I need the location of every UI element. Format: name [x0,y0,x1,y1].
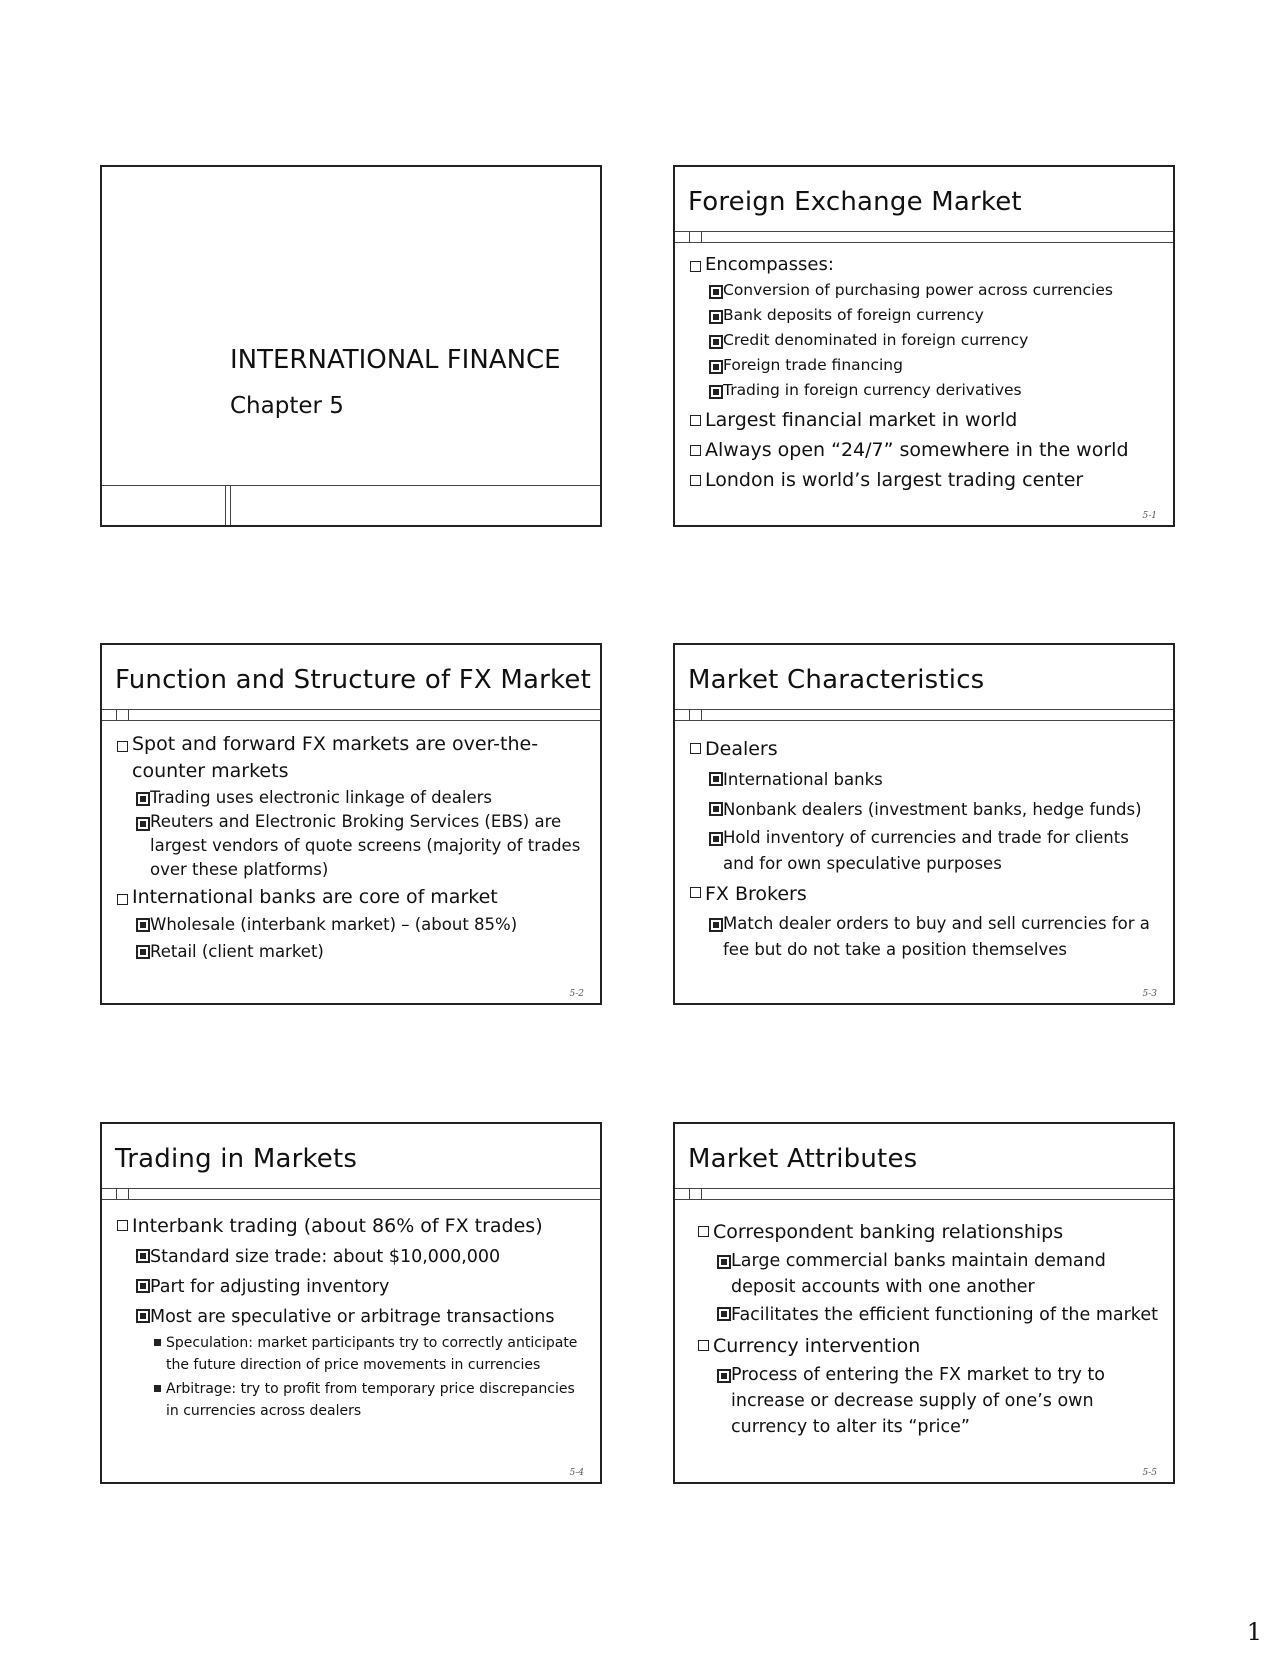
slide-foreign-exchange-market [673,165,1175,527]
slide-title: Function and Structure of FX Market [115,665,591,695]
slide-market-attributes [673,1122,1175,1484]
slide-body [689,251,1159,495]
slide-market-characteristics [673,643,1175,1005]
sub-bullet: Conversion of purchasing power across currencies [689,278,1159,303]
sub-bullet: Nonbank dealers (investment banks, hedge funds) [689,795,1159,825]
title-divider [675,231,1173,243]
slide-trading-in-markets [100,1122,602,1484]
bullet: London is world’s largest trading center [689,465,1159,495]
page-number: 1 [1246,1618,1262,1646]
cover-footer-strip [102,485,600,525]
sub-bullet: Trading uses electronic linkage of dealers [116,785,586,810]
sub-bullet: Foreign trade financing [689,353,1159,378]
bullet: Always open “24/7” somewhere in the world [689,435,1159,465]
sub-bullet: Bank deposits of foreign currency [689,303,1159,328]
bullet: Interbank trading (about 86% of FX trades) [116,1210,586,1242]
title-divider [102,709,600,721]
cover-title: INTERNATIONAL FINANCE [230,345,561,375]
sub-sub-bullet: Speculation: market participants try to correctly anticipate the future direction of price movements in currencies [116,1332,586,1376]
slide-body [116,731,586,965]
slide-number: 5-2 [569,989,584,999]
sub-bullet: Hold inventory of currencies and trade for clients and for own speculative purposes [689,825,1159,877]
title-divider [675,709,1173,721]
sub-bullet: Standard size trade: about $10,000,000 [116,1242,586,1272]
sub-bullet: International banks [689,765,1159,795]
bullet: FX Brokers [689,877,1159,911]
slide-function-structure [100,643,602,1005]
slide-number: 5-1 [1142,511,1157,521]
bullet: Spot and forward FX markets are over-the-counter markets [116,731,586,785]
slide-body [116,1210,586,1422]
slide-title: Market Attributes [688,1144,918,1174]
cover-footer-cell-right [230,486,600,525]
slide-title: Market Characteristics [688,665,985,695]
bullet: Correspondent banking relationships [697,1216,1159,1248]
bullet: Largest financial market in world [689,405,1159,435]
sub-sub-bullet: Arbitrage: try to profit from temporary price discrepancies in currencies across dealers [116,1378,586,1422]
slide-body [689,733,1159,963]
bullet: Dealers [689,733,1159,765]
slide-number: 5-4 [569,1468,584,1478]
sub-bullet: Wholesale (interbank market) – (about 85%) [116,911,586,938]
slide-number: 5-5 [1142,1468,1157,1478]
sub-bullet: Most are speculative or arbitrage transactions [116,1302,586,1332]
sub-bullet: Reuters and Electronic Broking Services (EBS) are largest vendors of quote screens (majority of trades over these platforms) [116,810,586,882]
sub-bullet: Large commercial banks maintain demand deposit accounts with one another [697,1248,1159,1300]
sub-bullet: Part for adjusting inventory [116,1272,586,1302]
sub-bullet: Retail (client market) [116,938,586,965]
bullet: Encompasses: [689,251,1159,278]
sub-bullet: Facilitates the efficient functioning of the market [697,1300,1159,1330]
sub-bullet: Trading in foreign currency derivatives [689,378,1159,403]
bullet: Currency intervention [697,1330,1159,1362]
cover-subtitle: Chapter 5 [230,393,344,419]
slide-title: Foreign Exchange Market [688,187,1022,217]
sub-bullet: Match dealer orders to buy and sell currencies for a fee but do not take a position themselves [689,911,1159,963]
sub-bullet: Credit denominated in foreign currency [689,328,1159,353]
slide-cover [100,165,602,527]
title-divider [102,1188,600,1200]
slide-title: Trading in Markets [115,1144,358,1174]
slide-body [697,1216,1159,1440]
bullet: International banks are core of market [116,884,586,911]
slide-number: 5-3 [1142,989,1157,999]
title-divider [675,1188,1173,1200]
sub-bullet: Process of entering the FX market to try to increase or decrease supply of one’s own currency to alter its “price” [697,1362,1159,1440]
cover-footer-cell-left [102,486,226,525]
